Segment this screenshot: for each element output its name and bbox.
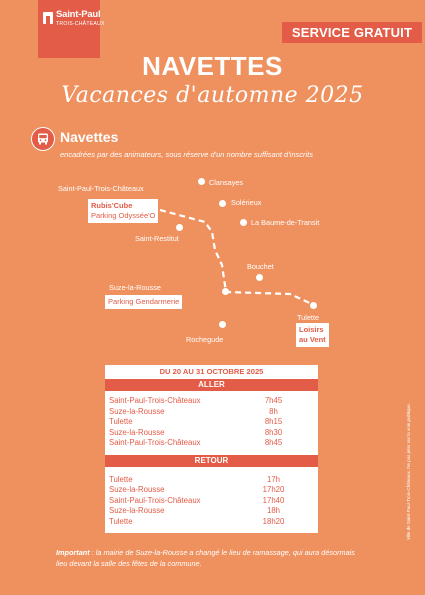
- dot-bouchet: [256, 274, 263, 281]
- place-baume: La Baume-de-Transit: [251, 218, 320, 227]
- row-time: 17h: [266, 474, 280, 484]
- stop-rubis-cube: [88, 199, 158, 223]
- row-time: 8h45: [264, 438, 283, 447]
- row-time: 7h45: [264, 396, 283, 405]
- row-place: Saint-Paul-Trois-Châteaux: [109, 396, 201, 405]
- route-map: [0, 170, 425, 360]
- dot-suze: [222, 288, 229, 295]
- place-tulette: Tulette: [297, 313, 320, 322]
- dot-rochegude: [219, 321, 226, 328]
- logo: [38, 0, 105, 58]
- page-subtitle: Vacances d'automne 2025: [61, 83, 364, 108]
- logo-tower-icon: [43, 12, 53, 24]
- row-place: Suze-la-Rousse: [109, 427, 165, 437]
- place-clansayes: Clansayes: [209, 178, 244, 187]
- dot-baume: [240, 219, 247, 226]
- table-row: [105, 517, 318, 528]
- row-time: 18h20: [262, 516, 285, 526]
- table-row: [105, 428, 318, 439]
- important-note: [56, 547, 366, 569]
- route-line: [0, 170, 425, 360]
- dot-clansayes: [198, 178, 205, 185]
- dot-solerieux: [219, 200, 226, 207]
- table-row: [105, 485, 318, 496]
- row-time: 8h15: [264, 417, 283, 426]
- service-badge: SERVICE GRATUIT: [282, 22, 422, 43]
- place-rochegude: Rochegude: [186, 335, 224, 344]
- note-text: : la mairie de Suze-la-Rousse a changé le lieu de ramassage, qui aura désormais lieu devant la salle des fêtes de la commune.: [56, 548, 355, 568]
- logo-name: Saint-Paul: [56, 9, 101, 20]
- place-saint-restitut: Saint-Restitut: [135, 234, 179, 243]
- table-row: [105, 506, 318, 517]
- logo-subtitle: TROIS-CHÂTEAUX: [56, 21, 105, 27]
- row-time: 17h20: [262, 485, 285, 494]
- row-time: 18h: [266, 506, 280, 515]
- aller-rows: [105, 391, 318, 455]
- row-place: Tulette: [109, 516, 133, 526]
- vertical-credit: Ville de Saint-Paul-Trois-Châteaux. Ne pas jeter sur la voie publique.: [406, 403, 411, 540]
- timetable-dates: DU 20 AU 31 OCTOBRE 2025: [159, 367, 264, 376]
- navettes-description: encadrées par des animateurs, sous réserve d'un nombre suffisant d'inscrits: [60, 150, 313, 159]
- table-row: [105, 475, 318, 486]
- row-place: Tulette: [109, 417, 133, 426]
- place-solerieux: Solérieux: [231, 198, 262, 207]
- table-row: [105, 417, 318, 428]
- retour-band: RETOUR: [105, 455, 318, 467]
- stop-rubis-place: Parking Odyssée'O: [91, 211, 156, 220]
- row-time: 17h40: [262, 495, 285, 505]
- table-row: [105, 407, 318, 418]
- dot-saint-restitut: [176, 224, 183, 231]
- stop-loisirs-line2: au Vent: [299, 335, 326, 344]
- timetable: [105, 365, 318, 533]
- stop-loisirs-line1: Loisirs: [299, 325, 324, 334]
- row-time: 8h30: [264, 427, 283, 437]
- row-time: 8h: [269, 406, 278, 416]
- place-bouchet: Bouchet: [247, 262, 274, 271]
- stop-gendarmerie: Parking Gendarmerie: [105, 295, 182, 309]
- table-row: [105, 496, 318, 507]
- table-row: [105, 438, 318, 449]
- stop-rubis-name: Rubis'Cube: [91, 201, 133, 210]
- row-place: Suze-la-Rousse: [109, 485, 165, 494]
- row-place: Suze-la-Rousse: [109, 506, 165, 515]
- row-place: Saint-Paul-Trois-Châteaux: [109, 438, 201, 447]
- bus-icon: [31, 127, 55, 151]
- row-place: Suze-la-Rousse: [109, 406, 165, 416]
- note-bold: Important: [56, 548, 90, 557]
- navettes-heading: Navettes: [60, 129, 119, 145]
- dot-tulette: [310, 302, 317, 309]
- stop-loisirs-au-vent: [296, 323, 329, 347]
- retour-rows: [105, 467, 318, 534]
- aller-band: ALLER: [105, 379, 318, 391]
- row-place: Tulette: [109, 474, 133, 484]
- row-place: Saint-Paul-Trois-Châteaux: [109, 495, 201, 505]
- page-title: NAVETTES: [142, 51, 283, 81]
- place-suze: Suze-la-Rousse: [109, 283, 161, 292]
- place-saint-paul: Saint-Paul-Trois-Châteaux: [58, 184, 144, 193]
- table-row: [105, 396, 318, 407]
